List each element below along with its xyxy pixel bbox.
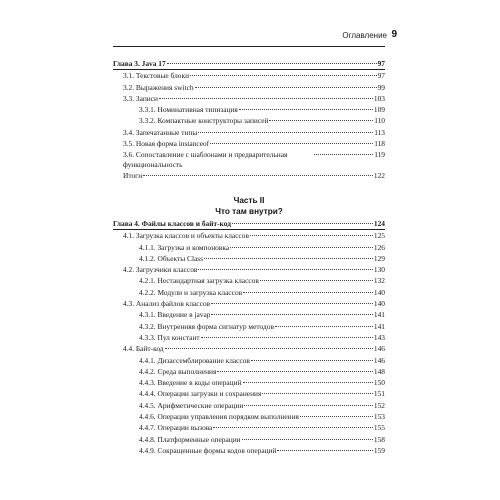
toc-entry bbox=[113, 434, 385, 445]
dot-leader bbox=[300, 416, 373, 417]
toc-entry bbox=[113, 287, 385, 298]
dot-leader bbox=[159, 98, 373, 99]
toc-entry bbox=[113, 230, 385, 241]
toc-entry bbox=[113, 242, 385, 253]
toc-entry bbox=[113, 70, 385, 81]
dot-leader bbox=[143, 175, 373, 176]
toc-entry-title: 3.4. Запечатанные типы bbox=[123, 127, 198, 137]
toc-entry bbox=[113, 264, 385, 275]
dot-leader bbox=[213, 427, 372, 428]
toc-entry bbox=[113, 411, 385, 422]
dot-leader bbox=[211, 314, 372, 315]
toc-entry-title: 4.2.1. Нестандартная загрузка классов bbox=[139, 276, 259, 286]
toc-page-number: 141 bbox=[373, 310, 385, 320]
toc-page-number: 126 bbox=[373, 242, 385, 252]
toc-entry-title: 4.4.5. Арифметические операции bbox=[139, 400, 244, 410]
dot-leader bbox=[260, 280, 373, 281]
toc-entry-title: 4.4.6. Операции управления порядком выполнения bbox=[139, 412, 299, 422]
toc-page-number: 132 bbox=[373, 276, 385, 286]
toc-entry-title: 3.2. Выражения switch bbox=[123, 82, 194, 92]
toc-page-number: 148 bbox=[373, 366, 385, 376]
toc-page-number: 159 bbox=[373, 445, 385, 455]
toc-page-number: 129 bbox=[373, 253, 385, 263]
toc-page-number: 158 bbox=[373, 434, 385, 444]
toc-entry-title: 4.4.2. Среда выполнения bbox=[139, 366, 217, 376]
toc-entry bbox=[113, 388, 385, 399]
toc-entry-title: 3.5. Новая форма instanceof bbox=[123, 139, 210, 149]
dot-leader bbox=[314, 154, 373, 155]
toc-entry bbox=[113, 422, 385, 433]
toc-entry-title: 4.4.9. Сокращенные формы кодов операций bbox=[139, 445, 277, 455]
toc-entry-title: 4.4.4. Операции загрузки и сохранения bbox=[139, 389, 262, 399]
toc-entry-title: 3.6. Сопоставление с шаблонами и предварительная функциональность bbox=[123, 150, 288, 169]
toc-page-number: 143 bbox=[373, 332, 385, 342]
toc-entry-title: 4.1. Загрузка классов и объекты классов bbox=[123, 231, 249, 241]
dot-leader bbox=[277, 450, 372, 451]
dot-leader bbox=[201, 337, 373, 338]
toc-entry-title: 4.3. Анализ файлов классов bbox=[123, 299, 211, 309]
toc-entry bbox=[113, 104, 385, 115]
dot-leader bbox=[204, 258, 373, 259]
toc-entry bbox=[113, 366, 385, 377]
toc-entry-title: 3.3.1. Номинативная типизация bbox=[139, 105, 238, 115]
toc-page-number: 140 bbox=[373, 287, 385, 297]
toc-entry bbox=[113, 343, 385, 354]
toc-entry bbox=[113, 445, 385, 456]
toc-entry-title: 4.3.3. Пул констант bbox=[139, 332, 200, 342]
dot-leader bbox=[244, 405, 373, 406]
toc-page-number: 150 bbox=[373, 378, 385, 388]
toc-chapter-3 bbox=[113, 58, 385, 181]
toc-page-number: 125 bbox=[373, 231, 385, 241]
toc-entry bbox=[113, 253, 385, 264]
toc-page-number: 99 bbox=[377, 82, 385, 92]
toc-page-number: 155 bbox=[373, 423, 385, 433]
toc-entry bbox=[113, 298, 385, 309]
toc-entry-title: 4.4.8. Платформенные операции bbox=[139, 434, 241, 444]
toc-page-number: 130 bbox=[373, 265, 385, 275]
dot-leader bbox=[269, 120, 373, 121]
dot-leader bbox=[217, 371, 372, 372]
dot-leader bbox=[190, 75, 377, 76]
toc-entry-title: 4.1.1. Загрузка и компоновка bbox=[139, 242, 230, 252]
toc-entry bbox=[113, 93, 385, 104]
toc-entry bbox=[113, 138, 385, 149]
toc-page-number: 119 bbox=[374, 150, 385, 160]
dot-leader bbox=[230, 247, 373, 248]
dot-leader bbox=[198, 269, 373, 270]
toc-entry-title: Итоги bbox=[123, 170, 143, 180]
toc-entry-title: 3.3.2. Компактные конструкторы записей bbox=[139, 116, 269, 126]
toc-entry-title: 4.3.2. Внутренняя форма сигнатур методов bbox=[139, 321, 274, 331]
toc-page-number: 113 bbox=[374, 127, 385, 137]
toc-entry bbox=[113, 355, 385, 366]
dot-leader bbox=[232, 223, 373, 224]
running-title: Оглавление bbox=[342, 31, 387, 40]
toc-entry bbox=[113, 127, 385, 138]
toc-entry bbox=[113, 332, 385, 343]
toc-page-number: 152 bbox=[373, 400, 385, 410]
toc-entry bbox=[113, 149, 385, 169]
toc-page-number: 151 bbox=[373, 389, 385, 399]
toc-page-number: 146 bbox=[373, 355, 385, 365]
dot-leader bbox=[250, 235, 373, 236]
toc-page-number: 122 bbox=[373, 170, 385, 180]
toc-page-number: 97 bbox=[377, 71, 385, 81]
toc-page-number: 97 bbox=[377, 59, 385, 68]
dot-leader bbox=[165, 348, 373, 349]
toc-page-number: 124 bbox=[373, 219, 385, 228]
toc-page-number: 118 bbox=[374, 139, 385, 149]
toc-chapter-entry bbox=[113, 58, 385, 69]
toc-page-number: 109 bbox=[373, 105, 385, 115]
toc-entry-title: 4.2. Загрузчики классов bbox=[123, 265, 198, 275]
toc-entry bbox=[113, 275, 385, 286]
toc-page-number: 153 bbox=[373, 412, 385, 422]
part-heading bbox=[113, 195, 385, 217]
part-title: Часть II bbox=[233, 196, 265, 205]
header-rule bbox=[113, 46, 385, 47]
toc-page-number: 103 bbox=[373, 93, 385, 103]
toc-entry-title: 4.4.1. Дизассемблирование классов bbox=[139, 355, 250, 365]
dot-leader bbox=[262, 393, 373, 394]
dot-leader bbox=[198, 132, 373, 133]
toc-entry bbox=[113, 321, 385, 332]
toc-entry-title: 4.4. Байт-код bbox=[123, 344, 164, 354]
toc-chapter-entry bbox=[113, 218, 385, 229]
dot-leader bbox=[275, 326, 373, 327]
dot-leader bbox=[210, 143, 373, 144]
toc-page-number: 141 bbox=[373, 321, 385, 331]
toc-entry-title: 4.1.2. Объекты Class bbox=[139, 253, 204, 263]
dot-leader bbox=[195, 87, 377, 88]
dot-leader bbox=[211, 303, 373, 304]
toc-entry bbox=[113, 400, 385, 411]
toc-entry-title: Глава 4. Файлы классов и байт-код bbox=[113, 219, 231, 228]
part-subtitle: Что там внутри? bbox=[215, 207, 283, 216]
toc-chapter-4 bbox=[113, 218, 385, 456]
dot-leader bbox=[239, 109, 373, 110]
dot-leader bbox=[251, 360, 373, 361]
toc-entry-title: 4.3.1. Введение в javap bbox=[139, 310, 211, 320]
toc-entry bbox=[113, 82, 385, 93]
toc-page-number: 146 bbox=[373, 344, 385, 354]
toc-entry-title: 3.1. Текстовые блоки bbox=[123, 71, 190, 81]
page-number: 9 bbox=[391, 29, 397, 40]
dot-leader bbox=[242, 439, 373, 440]
toc-entry-title: 4.2.2. Модули и загрузка классов bbox=[139, 287, 243, 297]
toc-entry-title: 4.4.7. Операции вызова bbox=[139, 423, 213, 433]
toc-page-number: 110 bbox=[374, 116, 385, 126]
dot-leader bbox=[243, 292, 373, 293]
toc-page-number: 140 bbox=[373, 299, 385, 309]
toc-entry bbox=[113, 309, 385, 320]
toc-entry-title: Глава 3. Java 17 bbox=[113, 59, 166, 68]
toc-entry bbox=[113, 377, 385, 388]
toc-entry-title: 4.4.3. Введение в коды операций bbox=[139, 378, 242, 388]
toc-entry bbox=[113, 170, 385, 181]
toc-entry-title: 3.3. Записи bbox=[123, 93, 158, 103]
dot-leader bbox=[243, 382, 373, 383]
toc-entry bbox=[113, 115, 385, 126]
dot-leader bbox=[167, 63, 377, 64]
